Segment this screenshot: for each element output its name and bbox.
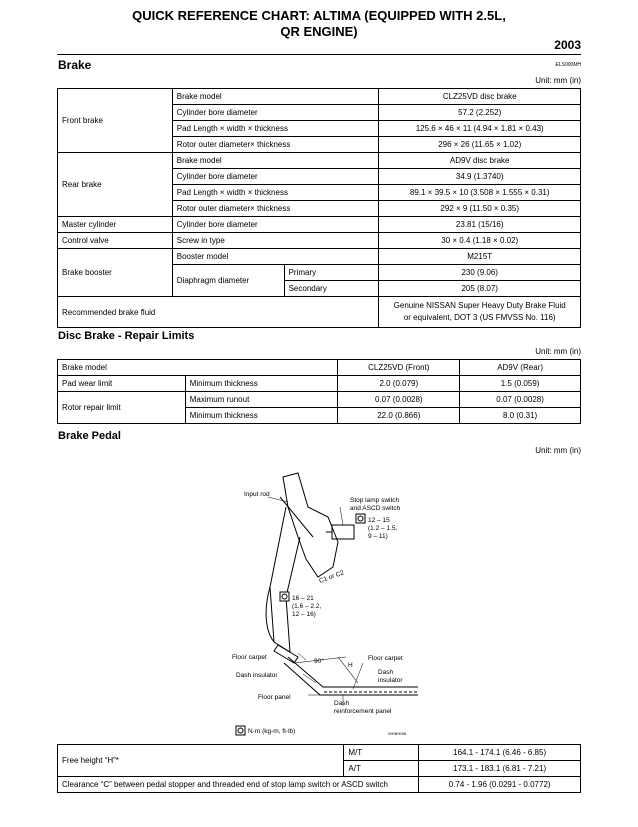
primary-label: Primary [284, 265, 379, 281]
rear-pad-value: 89.1 × 39.5 × 10 (3.508 × 1.555 × 0.31) [379, 185, 581, 201]
brake-model-label: Brake model [172, 153, 379, 169]
mt-value: 164.1 - 174.1 (6.46 - 6.85) [419, 745, 581, 761]
label-torque2-a: 16 – 21 [292, 595, 314, 602]
label-dash-insulator-left: Dash insulator [236, 672, 278, 679]
cyl-bore-label: Cylinder bore diameter [172, 105, 379, 121]
disc-table [57, 359, 581, 424]
front-pad-value: 125.6 × 46 × 11 (4.94 × 1.81 × 0.43) [379, 121, 581, 137]
screw-in-label: Screw in type [172, 233, 379, 249]
clearance-value: 0.74 - 1.96 (0.0291 - 0.0772) [419, 777, 581, 793]
label-legend: N·m (kg-m, ft-lb) [248, 728, 296, 735]
fluid-value-line-2: or equivalent, DOT 3 (US FMVSS No. 116) [403, 313, 556, 322]
brake-heading: Brake [58, 58, 92, 72]
title-line-1: QUICK REFERENCE CHART: ALTIMA (EQUIPPED WITH 2.5L, [132, 8, 506, 23]
table-row [58, 360, 581, 376]
brake-model-label: Brake model [172, 89, 379, 105]
rear-rotor-value: 292 × 9 (11.50 × 0.35) [379, 201, 581, 217]
table-row [58, 153, 581, 169]
label-torque1-a: 12 – 15 [368, 517, 390, 524]
primary-value: 230 (9.06) [379, 265, 581, 281]
title-line-2: QR ENGINE) [280, 24, 358, 39]
booster-label: Brake booster [58, 249, 173, 297]
label-torque1-c: 9 – 11) [368, 533, 388, 540]
front-bore-value: 57.2 (2.252) [379, 105, 581, 121]
at-value: 173.1 - 183.1 (6.81 - 7.21) [419, 761, 581, 777]
fluid-value-line-1: Genuine NISSAN Super Heavy Duty Brake Fluid [393, 301, 566, 310]
label-dash-insulator-right-1: Dash [378, 669, 394, 676]
diaphragm-label: Diaphragm diameter [172, 265, 284, 297]
table-row [58, 376, 581, 392]
cyl-bore-label: Cylinder bore diameter [172, 169, 379, 185]
master-cyl-label: Master cylinder [58, 217, 173, 233]
torque-icon [280, 592, 289, 601]
master-value: 23.81 (15/16) [379, 217, 581, 233]
pedal-bracket [283, 473, 338, 577]
rear-bore-value: 34.9 (1.3740) [379, 169, 581, 185]
label-angle: 90° [314, 658, 324, 665]
rotor-limit-label: Rotor repair limit [58, 392, 186, 424]
pad-rear-value: 1.5 (0.059) [460, 376, 581, 392]
stop-lamp-switch [332, 525, 354, 539]
min-thick-label: Minimum thickness [185, 376, 338, 392]
table-row [58, 89, 581, 105]
disc-unit: Unit: mm (in) [535, 347, 581, 356]
brake-table [57, 88, 581, 328]
year-label: 2003 [554, 38, 581, 52]
pad-label: Pad Length × width × thickness [172, 121, 379, 137]
max-runout-label: Maximum runout [185, 392, 338, 408]
disc-heading: Disc Brake - Repair Limits [58, 330, 195, 342]
rotor-label: Rotor outer diameter× thickness [172, 201, 379, 217]
mt-label: M/T [344, 745, 419, 761]
label-floor-carpet-left: Floor carpet [232, 654, 267, 661]
pedal-heading: Brake Pedal [58, 430, 121, 442]
control-value: 30 × 0.4 (1.18 × 0.02) [379, 233, 581, 249]
disc-model-label: Brake model [58, 360, 338, 376]
runout-front-value: 0.07 (0.0028) [338, 392, 460, 408]
label-h: H [348, 662, 353, 669]
rear-model-value: AD9V disc brake [379, 153, 581, 169]
label-torque2-c: 12 – 16) [292, 611, 316, 618]
label-dash-insulator-right-2: insulator [378, 677, 403, 684]
control-valve-label: Control valve [58, 233, 173, 249]
secondary-label: Secondary [284, 281, 379, 297]
figure-code: WHB0006 [388, 731, 407, 736]
torque-icon [236, 726, 245, 735]
clearance-label: Clearance “C” between pedal stopper and threaded end of stop lamp switch or ASCD switch [58, 777, 419, 793]
thick-rear-value: 8.0 (0.31) [460, 408, 581, 424]
section-code: ELS000MH [555, 62, 581, 68]
table-row [58, 233, 581, 249]
header-rule [57, 54, 581, 55]
pedal-diagram [228, 467, 426, 737]
table-row [58, 297, 581, 328]
front-rotor-value: 296 × 26 (11.65 × 1.02) [379, 137, 581, 153]
table-row [58, 777, 581, 793]
page-title [0, 8, 638, 40]
booster-model-label: Booster model [172, 249, 379, 265]
min-thick-label: Minimum thickness [185, 408, 338, 424]
pedal-unit: Unit: mm (in) [535, 446, 581, 455]
label-floor-carpet-right: Floor carpet [368, 655, 403, 662]
torque-icon [356, 514, 365, 523]
pad-label: Pad Length × width × thickness [172, 185, 379, 201]
col-front: CLZ25VD (Front) [338, 360, 460, 376]
pedal-pad [274, 645, 298, 663]
pad-wear-label: Pad wear limit [58, 376, 186, 392]
pad-front-value: 2.0 (0.079) [338, 376, 460, 392]
table-row [58, 217, 581, 233]
label-torque1-b: (1.2 – 1.5, [368, 525, 398, 532]
table-row [58, 745, 581, 761]
label-input-rod: Input rod [244, 491, 270, 498]
cyl-bore-label: Cylinder bore diameter [172, 217, 379, 233]
label-dash-reinf-1: Dash [334, 700, 350, 707]
runout-rear-value: 0.07 (0.0028) [460, 392, 581, 408]
free-height-label: Free height “H”* [58, 745, 344, 777]
table-row [58, 392, 581, 408]
label-c1c2: C1 or C2 [318, 569, 346, 585]
thick-front-value: 22.0 (0.866) [338, 408, 460, 424]
pedal-table [57, 744, 581, 793]
fluid-value [379, 297, 581, 328]
label-torque2-b: (1.6 – 2.2, [292, 603, 322, 610]
brake-pedal-figure [228, 467, 426, 737]
label-dash-reinf-2: reinforcement panel [334, 708, 392, 715]
at-label: A/T [344, 761, 419, 777]
label-stop-lamp-2: and ASCD switch [350, 505, 401, 512]
rear-brake-label: Rear brake [58, 153, 173, 217]
secondary-value: 205 (8.07) [379, 281, 581, 297]
table-row [58, 249, 581, 265]
front-model-value: CLZ25VD disc brake [379, 89, 581, 105]
col-rear: AD9V (Rear) [460, 360, 581, 376]
front-brake-label: Front brake [58, 89, 173, 153]
label-stop-lamp-1: Stop lamp switch [350, 497, 400, 504]
brake-unit: Unit: mm (in) [535, 76, 581, 85]
booster-model-value: M215T [379, 249, 581, 265]
rotor-label: Rotor outer diameter× thickness [172, 137, 379, 153]
label-floor-panel: Floor panel [258, 694, 291, 701]
fluid-label: Recommended brake fluid [58, 297, 379, 328]
